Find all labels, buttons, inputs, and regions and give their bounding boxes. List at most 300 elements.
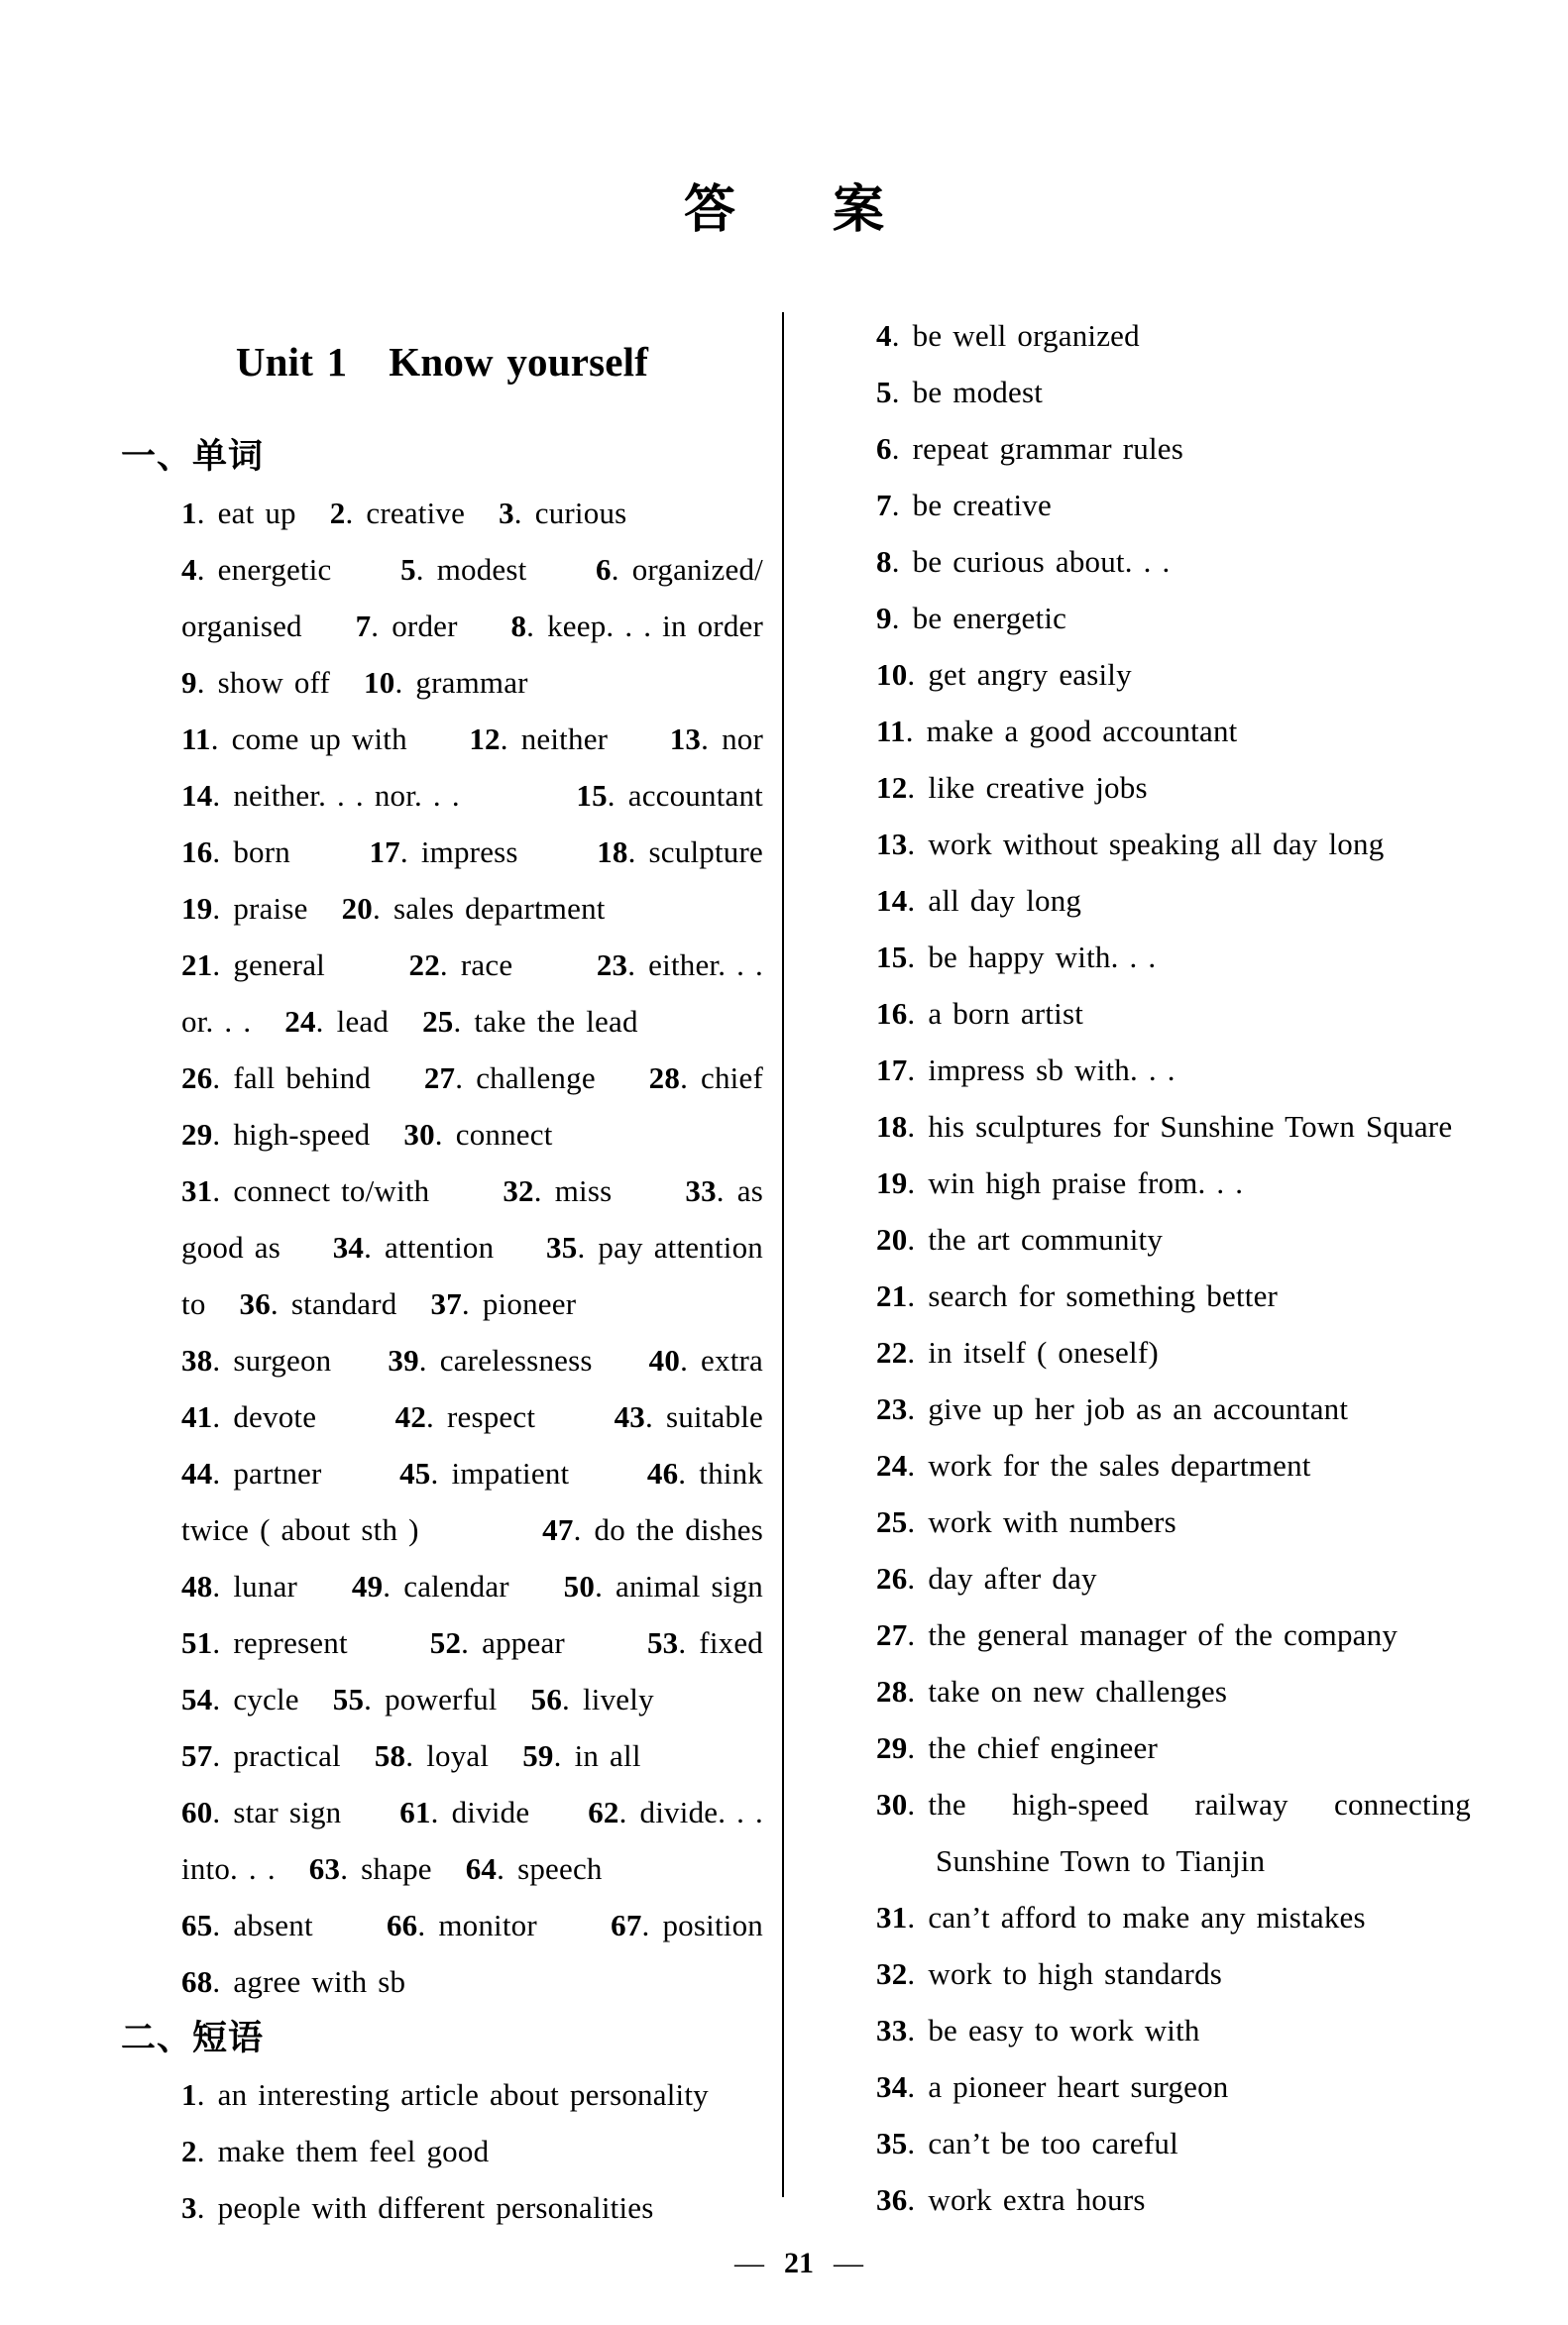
item-text: day after day [928, 1560, 1097, 1596]
answer-item [876, 1561, 1097, 1597]
answer-item [876, 1335, 1159, 1371]
answer-item [369, 834, 517, 870]
item-number: 57 [181, 1737, 213, 1773]
item-number-dot: . [678, 1624, 687, 1660]
item-number-dot: . [907, 939, 916, 974]
answer-item [181, 721, 407, 757]
item-text: be energetic [912, 600, 1067, 635]
item-text: all day long [928, 882, 1082, 918]
answer-line [876, 1324, 1471, 1381]
answer-line [181, 485, 763, 541]
answer-item [364, 665, 528, 701]
item-text: a born artist [928, 995, 1084, 1031]
answer-line [876, 1437, 1471, 1494]
answer-item [181, 496, 296, 531]
item-number: 26 [876, 1560, 908, 1596]
answer-item [510, 609, 763, 644]
answer-item [181, 665, 330, 701]
item-number: 55 [332, 1681, 365, 1716]
answer-item [876, 1052, 1176, 1088]
item-number: 65 [181, 1907, 213, 1942]
item-text: repeat grammar rules [912, 430, 1184, 466]
item-number: 27 [876, 1616, 908, 1652]
item-number: 3 [499, 495, 514, 530]
item-number: 21 [876, 1277, 908, 1313]
answer-line [876, 1719, 1471, 1776]
item-number: 26 [181, 1059, 213, 1095]
answer-item [876, 1956, 1222, 1992]
item-text: an interesting article about personality [217, 2076, 709, 2112]
item-number: 66 [386, 1907, 418, 1942]
item-number-dot: . [212, 1116, 221, 1152]
answer-item [352, 1569, 509, 1605]
item-text: the art community [928, 1221, 1164, 1257]
item-number-dot: . [907, 1560, 916, 1596]
item-number: 67 [611, 1907, 642, 1942]
answer-item [876, 770, 1148, 806]
answer-line [876, 1606, 1471, 1663]
answer-line [181, 1162, 763, 1219]
answer-line [876, 590, 1471, 646]
item-text: challenge [476, 1059, 596, 1095]
item-text: work for the sales department [928, 1447, 1311, 1483]
answer-item [936, 1843, 1265, 1879]
item-text: be creative [912, 487, 1052, 522]
answer-line [876, 759, 1471, 816]
item-number-dot: . [196, 664, 205, 700]
item-text: standard [290, 1285, 397, 1321]
item-text: creative [366, 495, 466, 530]
item-number-dot: . [418, 1342, 427, 1378]
answer-line [181, 824, 763, 880]
item-text: good as [181, 1229, 280, 1265]
item-number-dot: . [907, 1616, 916, 1652]
item-number-dot: . [430, 1794, 439, 1829]
answer-line [876, 872, 1471, 929]
item-number-dot: . [618, 1794, 627, 1829]
item-number: 5 [876, 374, 892, 409]
item-number: 29 [181, 1116, 213, 1152]
item-text: partner [233, 1455, 322, 1491]
answer-item [466, 1851, 603, 1887]
item-number-dot: . [453, 1003, 462, 1039]
item-number-dot: . [553, 1737, 562, 1773]
item-text: be modest [912, 374, 1044, 409]
item-text: lunar [233, 1568, 298, 1604]
item-text: do the dishes [594, 1511, 763, 1547]
answer-item [649, 1060, 763, 1096]
answer-item [181, 1004, 251, 1040]
item-text: represent [233, 1624, 348, 1660]
answer-item [876, 488, 1052, 523]
answer-item [181, 1682, 299, 1717]
item-number-dot: . [891, 374, 900, 409]
item-text: the chief engineer [928, 1729, 1158, 1765]
item-number: 7 [355, 608, 372, 643]
item-number: 17 [369, 833, 400, 869]
page-number-right-dash: — [834, 2247, 863, 2279]
answer-item [670, 721, 763, 757]
item-text: neither [520, 720, 609, 756]
answer-line [181, 1219, 763, 1275]
item-number: 6 [596, 551, 612, 587]
item-number-dot: . [701, 720, 710, 756]
answer-item [181, 1625, 348, 1661]
item-text: be easy to work with [928, 2012, 1200, 2048]
item-number-dot: . [907, 1334, 916, 1370]
item-number-dot: . [891, 430, 900, 466]
item-number: 48 [181, 1568, 213, 1604]
item-number-dot: . [891, 600, 900, 635]
item-number-dot: . [383, 1568, 392, 1604]
item-text: accountant [627, 777, 763, 813]
answer-line [876, 703, 1471, 759]
item-number-dot: . [461, 1624, 470, 1660]
item-number: 25 [876, 1503, 908, 1539]
item-text: lively [582, 1681, 654, 1716]
item-number: 38 [181, 1342, 213, 1378]
item-number: 22 [408, 946, 440, 982]
item-number-dot: . [533, 1172, 542, 1208]
item-number-dot: . [340, 1850, 349, 1886]
item-text: monitor [438, 1907, 537, 1942]
item-number-dot: . [415, 551, 424, 587]
answer-line [181, 1671, 763, 1727]
item-number: 1 [181, 495, 197, 530]
answer-item [181, 1060, 371, 1096]
item-text: railway [1194, 1786, 1288, 1822]
answer-line [181, 1784, 763, 1840]
item-number-dot: . [680, 1059, 689, 1095]
item-text: connect to/with [233, 1172, 430, 1208]
item-text: grammar [415, 664, 528, 700]
item-number-dot: . [627, 946, 636, 982]
item-number-dot: . [212, 833, 221, 869]
item-number-dot: . [678, 1455, 687, 1491]
item-number: 49 [351, 1568, 384, 1604]
item-number: 62 [588, 1794, 619, 1829]
answer-line [876, 533, 1471, 590]
item-text: nor [722, 720, 763, 756]
answer-line [181, 2123, 763, 2179]
answer-item [333, 1230, 495, 1266]
item-number: 23 [876, 1390, 908, 1426]
item-number: 22 [876, 1334, 908, 1370]
item-number: 23 [596, 946, 628, 982]
item-text: sculpture [648, 833, 763, 869]
item-number-dot: . [212, 1398, 221, 1434]
answer-line [876, 1550, 1471, 1606]
item-number-dot: . [905, 713, 914, 748]
item-number: 4 [876, 317, 892, 353]
item-number: 8 [510, 608, 527, 643]
item-text: sales department [392, 890, 606, 926]
item-text: respect [446, 1398, 536, 1434]
answer-line [876, 364, 1471, 420]
item-text: twice ( about sth ) [181, 1511, 419, 1547]
item-text: people with different personalities [217, 2189, 654, 2225]
item-number-dot: . [907, 1955, 916, 1991]
item-text: lead [336, 1003, 390, 1039]
item-number: 32 [876, 1955, 908, 1991]
answer-item [876, 883, 1081, 919]
item-text: in itself ( oneself) [928, 1334, 1159, 1370]
answer-line [876, 1889, 1471, 1945]
answer-item [876, 1165, 1243, 1201]
item-number-dot: . [212, 1172, 221, 1208]
item-text: impress sb with. . . [928, 1052, 1176, 1087]
answer-item [1012, 1787, 1149, 1823]
item-number-dot: . [497, 1850, 505, 1886]
item-number: 31 [181, 1172, 213, 1208]
answer-item [399, 1795, 529, 1830]
page-title-char-2: 案 [833, 181, 885, 239]
answer-item [876, 1504, 1176, 1540]
item-number-dot: . [907, 1503, 916, 1539]
item-text: carelessness [439, 1342, 593, 1378]
item-number: 53 [646, 1624, 679, 1660]
item-number-dot: . [627, 833, 636, 869]
answer-line [876, 1663, 1471, 1719]
unit-heading-name: Know yourself [389, 339, 649, 385]
answer-line [876, 2115, 1471, 2171]
item-number: 46 [646, 1455, 679, 1491]
item-number: 14 [876, 882, 908, 918]
item-number-dot: . [907, 1052, 916, 1087]
item-number: 7 [876, 487, 892, 522]
answer-item [876, 657, 1132, 693]
item-text: fall behind [233, 1059, 371, 1095]
item-number-dot: . [891, 317, 900, 353]
item-number-dot: . [417, 1907, 426, 1942]
item-number-dot: . [907, 1164, 916, 1200]
item-number: 3 [181, 2189, 197, 2225]
answer-item [876, 1278, 1278, 1314]
answer-item [876, 318, 1140, 354]
answer-line [181, 541, 763, 598]
answer-item [181, 1343, 331, 1379]
item-number: 10 [364, 664, 395, 700]
item-number-dot: . [907, 1899, 916, 1935]
item-text: calendar [403, 1568, 509, 1604]
answer-item [503, 1173, 612, 1209]
answer-line [876, 2002, 1471, 2058]
answer-line [181, 937, 763, 993]
answer-item [876, 544, 1171, 580]
item-text: organized/ [631, 551, 763, 587]
answer-item [181, 609, 302, 644]
item-number: 24 [876, 1447, 908, 1483]
item-number-dot: . [212, 777, 221, 813]
item-number-dot: . [371, 608, 380, 643]
item-text: position [662, 1907, 763, 1942]
answer-line [876, 816, 1471, 872]
item-text: order [392, 608, 458, 643]
answer-line [181, 1558, 763, 1614]
item-text: into. . . [181, 1850, 276, 1886]
answer-item [387, 1908, 537, 1943]
item-text: work with numbers [928, 1503, 1176, 1539]
answer-item [181, 891, 308, 927]
item-number-dot: . [196, 2189, 205, 2225]
item-text: modest [436, 551, 527, 587]
answer-item [181, 1230, 280, 1266]
item-number-dot: . [315, 1003, 324, 1039]
answer-line-continuation [876, 1832, 1471, 1889]
item-number-dot: . [907, 1277, 916, 1313]
item-number: 18 [876, 1108, 908, 1144]
item-number: 12 [469, 720, 501, 756]
item-number-dot: . [562, 1681, 570, 1716]
item-number-dot: . [210, 720, 219, 756]
item-number: 13 [669, 720, 702, 756]
answer-item [181, 778, 460, 814]
item-number-dot: . [196, 2133, 205, 2168]
item-number-dot: . [212, 1059, 221, 1095]
item-text: the general manager of the company [928, 1616, 1399, 1652]
item-text: attention [385, 1229, 495, 1265]
item-number-dot: . [426, 1398, 434, 1434]
item-number-dot: . [500, 720, 508, 756]
answer-item [876, 1109, 1452, 1145]
item-number: 32 [503, 1172, 534, 1208]
item-number: 29 [876, 1729, 908, 1765]
item-number: 19 [181, 890, 213, 926]
answer-item [409, 947, 513, 983]
item-number: 58 [374, 1737, 406, 1773]
page-number-value: 21 [784, 2247, 814, 2279]
item-number: 40 [648, 1342, 681, 1378]
item-text: general [233, 946, 325, 982]
item-text: work extra hours [928, 2181, 1146, 2217]
item-number: 30 [876, 1786, 908, 1822]
item-text: born [233, 833, 290, 869]
item-text: show off [217, 664, 331, 700]
answer-item [284, 1004, 389, 1040]
item-number-dot: . [907, 882, 916, 918]
answer-item [181, 2077, 709, 2113]
item-number-dot: . [212, 1963, 221, 1999]
item-number-dot: . [212, 1568, 221, 1604]
item-text: curious [534, 495, 627, 530]
item-number: 47 [542, 1511, 574, 1547]
item-text: neither. . . nor. . . [233, 777, 460, 813]
item-number-dot: . [364, 1229, 373, 1265]
item-text: impatient [451, 1455, 570, 1491]
answer-item [876, 2013, 1200, 2048]
answer-item [181, 552, 331, 588]
answer-line [181, 598, 763, 654]
item-text: connecting [1333, 1786, 1471, 1822]
answer-line [876, 1098, 1471, 1155]
item-text: as [736, 1172, 763, 1208]
answer-item [181, 1456, 322, 1492]
answer-item [685, 1173, 763, 1209]
answer-item [876, 827, 1384, 862]
answer-item [181, 1738, 341, 1774]
item-text: in all [574, 1737, 641, 1773]
answer-item [542, 1512, 763, 1548]
item-text: surgeon [233, 1342, 332, 1378]
answer-item [388, 1343, 592, 1379]
item-number-dot: . [907, 1447, 916, 1483]
item-number: 17 [876, 1052, 908, 1087]
answer-item [342, 891, 606, 927]
item-number-dot: . [595, 1568, 604, 1604]
item-number-dot: . [641, 1907, 650, 1942]
item-number: 59 [522, 1737, 554, 1773]
item-number-dot: . [907, 2012, 916, 2048]
unit-heading [121, 327, 763, 396]
item-text: loyal [426, 1737, 490, 1773]
answer-line [181, 1501, 763, 1558]
item-number: 34 [876, 2068, 908, 2104]
answer-line [181, 1840, 763, 1897]
item-number: 13 [876, 826, 908, 861]
answer-line [181, 993, 763, 1050]
answer-item [546, 1230, 763, 1266]
answer-item [403, 1117, 552, 1153]
page-number-left-dash: — [734, 2247, 764, 2279]
answer-item [876, 601, 1066, 636]
item-number: 9 [876, 600, 892, 635]
item-number: 20 [876, 1221, 908, 1257]
item-number-dot: . [212, 1794, 221, 1829]
item-number: 19 [876, 1164, 908, 1200]
item-number-dot: . [645, 1398, 653, 1434]
answer-item [876, 431, 1183, 467]
answer-item [499, 496, 626, 531]
item-number-dot: . [907, 2068, 916, 2104]
answer-line [181, 1897, 763, 1953]
section-words-heading: 一、单词 [121, 437, 265, 476]
item-number-dot: . [434, 1116, 443, 1152]
answer-item [876, 1674, 1227, 1710]
answer-item [531, 1682, 654, 1717]
item-number: 27 [423, 1059, 456, 1095]
item-text: connect [455, 1116, 553, 1152]
answer-line [876, 1381, 1471, 1437]
item-text: a pioneer heart surgeon [928, 2068, 1229, 2104]
item-text: get angry easily [928, 656, 1132, 692]
answer-line [181, 1050, 763, 1106]
item-number: 14 [181, 777, 213, 813]
answer-item [181, 1286, 206, 1322]
answer-item [181, 1795, 341, 1830]
answer-item [400, 552, 526, 588]
item-text: like creative jobs [928, 769, 1148, 805]
answer-item [1194, 1787, 1288, 1823]
item-number-dot: . [212, 946, 221, 982]
item-number: 50 [563, 1568, 596, 1604]
answer-item [181, 1399, 316, 1435]
item-text: high-speed [233, 1116, 371, 1152]
answer-item [876, 1448, 1311, 1484]
item-number-dot: . [364, 1681, 373, 1716]
answer-line [876, 1494, 1471, 1550]
item-number-dot: . [430, 1455, 439, 1491]
item-text: praise [233, 890, 308, 926]
item-text: take on new challenges [928, 1673, 1228, 1709]
answer-line [181, 1445, 763, 1501]
answer-item [181, 1964, 405, 2000]
item-number: 11 [181, 720, 211, 756]
item-number: 4 [181, 551, 197, 587]
item-text: think [699, 1455, 763, 1491]
answer-line [181, 654, 763, 711]
item-number-dot: . [212, 1455, 221, 1491]
answer-line [876, 477, 1471, 533]
